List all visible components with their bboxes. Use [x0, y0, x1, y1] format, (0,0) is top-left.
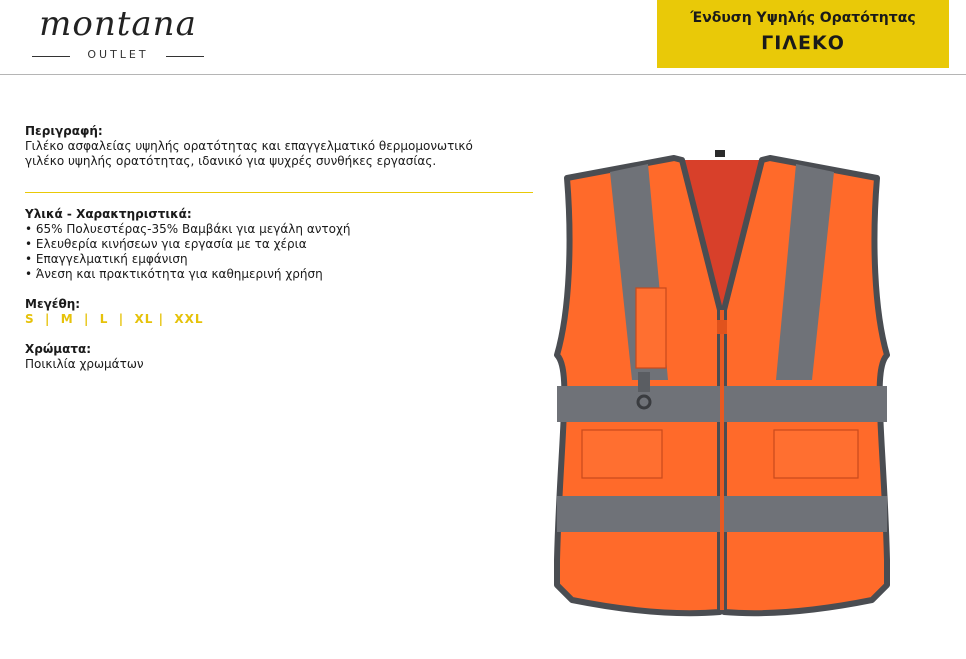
collar-label — [715, 150, 725, 157]
lower-pocket-right — [774, 430, 858, 478]
description-label: Περιγραφή: — [25, 124, 103, 138]
zipper-pull — [717, 320, 727, 334]
brand-logo-sub: OUTLET — [87, 48, 149, 61]
brand-logo — [28, 4, 208, 64]
section-divider — [25, 192, 533, 193]
colors-value: Ποικιλία χρωμάτων — [25, 357, 144, 371]
feature-item: • Άνεση και πρακτικότητα για καθημερινή χρήση — [25, 267, 323, 281]
reflective-band-upper-right — [724, 386, 887, 422]
feature-item: • Ελευθερία κινήσεων για εργασία με τα χέρια — [25, 237, 307, 251]
description-line: γιλέκο υψηλής ορατότητας, ιδανικό για ψυχρές συνθήκες εργασίας. — [25, 154, 437, 168]
chest-pocket — [636, 288, 666, 368]
banner-subtitle: Ένδυση Υψηλής Ορατότητας — [690, 10, 916, 26]
product-details — [25, 124, 545, 372]
logo-rule-right — [166, 56, 204, 57]
features-label: Υλικά - Χαρακτηριστικά: — [25, 207, 192, 221]
reflective-band-lower-left — [557, 496, 720, 532]
d-ring-loop — [638, 372, 650, 392]
sizes-value: S | M | L | XL | XXL — [25, 312, 204, 326]
features-list — [25, 222, 545, 282]
orange-safety-vest-icon — [552, 140, 892, 649]
colors-label: Χρώματα: — [25, 342, 92, 356]
description-line: Γιλέκο ασφαλείας υψηλής ορατότητας και επαγγελματικό θερμομονωτικό — [25, 139, 473, 153]
sizes-label: Μεγέθη: — [25, 297, 81, 311]
banner-title: ΓΙΛΕΚΟ — [761, 32, 845, 54]
category-banner — [657, 0, 949, 68]
feature-item: • 65% Πολυεστέρας-35% Βαμβάκι για μεγάλη αντοχή — [25, 222, 351, 236]
brand-logo-wordmark: montana — [39, 4, 197, 44]
lower-pocket-left — [582, 430, 662, 478]
header-divider — [0, 74, 966, 75]
feature-item: • Επαγγελματική εμφάνιση — [25, 252, 188, 266]
reflective-band-lower-right — [724, 496, 887, 532]
